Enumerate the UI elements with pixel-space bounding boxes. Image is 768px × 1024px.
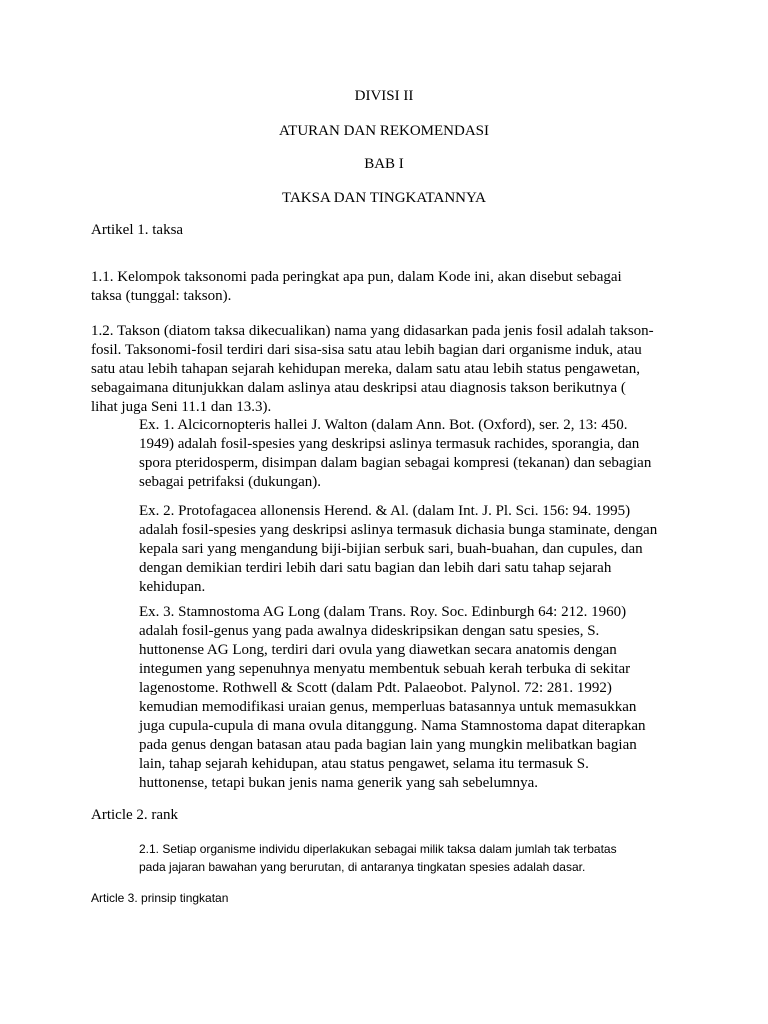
text-line: dengan demikian terdiri lebih dari satu bagian dan lebih dari satu tahap sejarah xyxy=(139,560,612,576)
text-line: taksa (tunggal: takson). xyxy=(91,288,232,304)
text-line: Ex. 1. Alcicornopteris hallei J. Walton (dalam Ann. Bot. (Oxford), ser. 2, 13: 450. xyxy=(139,417,628,433)
text-line: lain, tahap sejarah kehidupan, atau status pengawet, selama itu termasuk S. xyxy=(139,756,589,772)
text-line: kehidupan. xyxy=(139,579,206,595)
example-2 xyxy=(139,502,699,597)
text-line: huttonense AG Long, terdiri dari ovula yang diawetkan secara anatomis dengan xyxy=(139,642,617,658)
text-line: kemudian memodifikasi uraian genus, memperluas batasannya untuk memasukkan xyxy=(139,699,637,715)
text-line: kepala sari yang mengandung biji-bijian serbuk sari, buah-buahan, dan cupules, dan xyxy=(139,541,643,557)
text-line: Ex. 3. Stamnostoma AG Long (dalam Trans. Roy. Soc. Edinburgh 64: 212. 1960) xyxy=(139,604,627,620)
text-line: lagenostome. Rothwell & Scott (dalam Pdt. Palaeobot. Palynol. 72: 281. 1992) xyxy=(139,680,612,696)
text-line: 1.1. Kelompok taksonomi pada peringkat apa pun, dalam Kode ini, akan disebut sebagai xyxy=(91,269,622,285)
article-3-heading: Article 3. prinsip tingkatan xyxy=(91,891,229,905)
paragraph-1-2 xyxy=(91,322,691,417)
chapter-heading: BAB I xyxy=(364,156,404,172)
example-1 xyxy=(139,416,699,492)
text-line: fosil. Taksonomi-fosil terdiri dari sisa-sisa satu atau lebih bagian dari organisme induk, atau xyxy=(91,342,642,358)
text-line: lihat juga Seni 11.1 dan 13.3). xyxy=(91,399,272,415)
paragraph-1-1 xyxy=(91,268,691,306)
text-line: integumen yang sepenuhnya menyatu membentuk sebuah kerah terbuka di sekitar xyxy=(139,661,631,677)
text-line: juga cupula-cupula di mana ovula ditanggung. Nama Stamnostoma dapat diterapkan xyxy=(139,718,646,734)
text-line: Ex. 2. Protofagacea allonensis Herend. & Al. (dalam Int. J. Pl. Sci. 156: 94. 1995) xyxy=(139,503,631,519)
text-line: satu atau lebih tahapan sejarah kehidupan mereka, dalam satu atau lebih status pengawetan, xyxy=(91,361,640,377)
text-line: sebagaimana ditunjukkan dalam aslinya atau deskripsi atau diagnosis takson berikutnya ( xyxy=(91,380,626,396)
example-3 xyxy=(139,603,699,793)
text-line: adalah fosil-spesies yang deskripsi aslinya termasuk dichasia bunga staminate, dengan xyxy=(139,522,658,538)
rules-heading: ATURAN DAN REKOMENDASI xyxy=(279,123,489,139)
article-2-heading: Article 2. rank xyxy=(91,807,179,823)
article-1-heading: Artikel 1. taksa xyxy=(91,222,184,238)
text-line: 2.1. Setiap organisme individu diperlakukan sebagai milik taksa dalam jumlah tak terbatas xyxy=(139,842,617,856)
text-line: sebagai petrifaksi (dukungan). xyxy=(139,474,322,490)
text-line: 1949) adalah fosil-spesies yang deskripsi aslinya termasuk rachides, sporangia, dan xyxy=(139,436,640,452)
paragraph-2-1 xyxy=(139,840,699,876)
text-line: pada genus dengan batasan atau pada bagian lain yang mungkin melibatkan bagian xyxy=(139,737,637,753)
text-line: 1.2. Takson (diatom taksa dikecualikan) nama yang didasarkan pada jenis fosil adalah takson- xyxy=(91,323,654,339)
text-line: spora pteridosperm, disimpan dalam bagian sebagai kompresi (tekanan) dan sebagian xyxy=(139,455,652,471)
chapter-title: TAKSA DAN TINGKATANNYA xyxy=(282,190,486,206)
text-line: adalah fosil-genus yang pada awalnya dideskripsikan dengan satu spesies, S. xyxy=(139,623,600,639)
text-line: pada jajaran bawahan yang berurutan, di antaranya tingkatan spesies adalah dasar. xyxy=(139,860,586,874)
text-line: huttonense, tetapi bukan jenis nama generik yang sah sebelumnya. xyxy=(139,775,539,791)
division-heading: DIVISI II xyxy=(354,88,414,104)
